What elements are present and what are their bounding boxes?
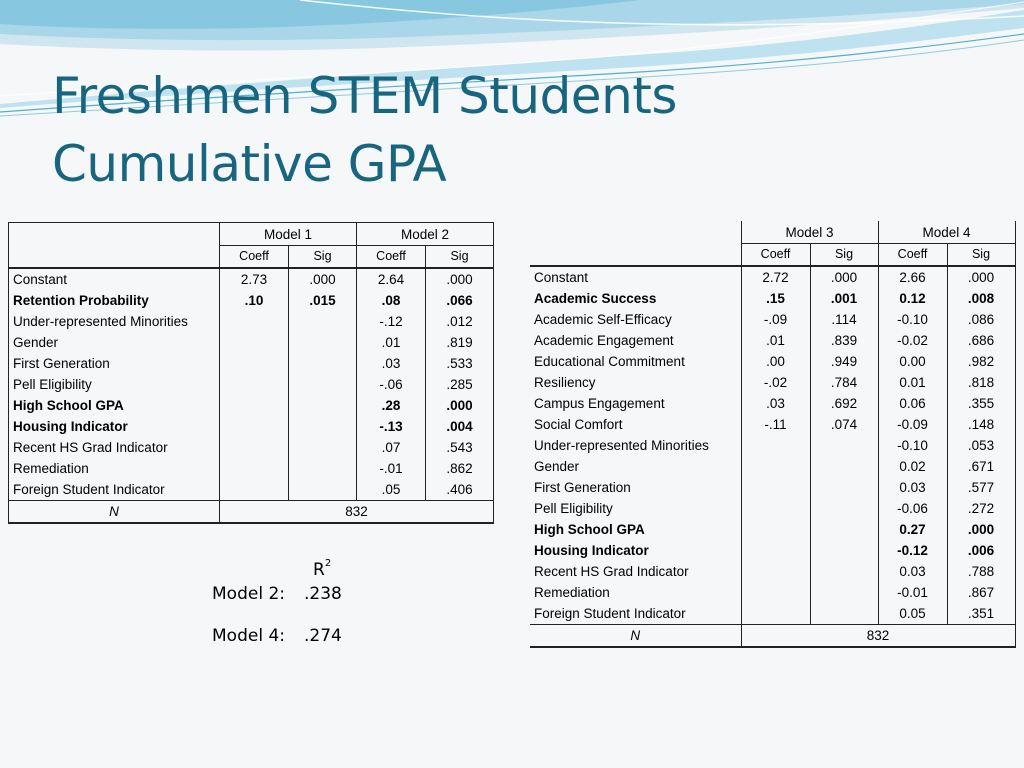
table-row bbox=[530, 309, 1015, 330]
m2-sig-cell: .285 bbox=[426, 374, 494, 395]
m1-sig-cell bbox=[289, 479, 357, 501]
m3-sig-cell: .114 bbox=[810, 309, 878, 330]
m2-coeff-cell: -.13 bbox=[357, 416, 426, 437]
m4-sig-cell: .272 bbox=[947, 498, 1015, 519]
m3-sig-cell bbox=[810, 456, 878, 477]
subheader-sig: Sig bbox=[289, 246, 357, 269]
table-row bbox=[9, 268, 494, 290]
m1-coeff-cell bbox=[220, 311, 289, 332]
m1-coeff-cell bbox=[220, 332, 289, 353]
n-label: N bbox=[9, 501, 220, 524]
row-label: Academic Self-Efficacy bbox=[534, 312, 672, 327]
m2-sig-cell: .819 bbox=[426, 332, 494, 353]
table-row bbox=[9, 374, 494, 395]
m3-sig-cell bbox=[810, 435, 878, 456]
row-label: Constant bbox=[9, 268, 220, 290]
table-row bbox=[9, 395, 494, 416]
row-label: Pell Eligibility bbox=[534, 501, 613, 516]
m3-sig-cell bbox=[810, 477, 878, 498]
regression-table-models-1-2 bbox=[8, 222, 494, 524]
m2-coeff-cell: -.01 bbox=[357, 458, 426, 479]
row-label: High School GPA bbox=[534, 522, 645, 537]
m3-sig-cell bbox=[810, 561, 878, 582]
row-label: First Generation bbox=[534, 480, 631, 495]
m4-coeff-cell: 0.05 bbox=[878, 603, 947, 625]
m1-sig-cell bbox=[289, 332, 357, 353]
m4-sig-cell: .818 bbox=[947, 372, 1015, 393]
table-row bbox=[530, 393, 1015, 414]
m2-coeff-cell: -.06 bbox=[357, 374, 426, 395]
subheader-coeff: Coeff bbox=[741, 244, 810, 267]
m1-coeff-cell bbox=[220, 374, 289, 395]
table-row bbox=[9, 458, 494, 479]
row-label: Campus Engagement bbox=[534, 396, 665, 411]
m4-sig-cell: .671 bbox=[947, 456, 1015, 477]
m3-sig-cell: .692 bbox=[810, 393, 878, 414]
table-row bbox=[530, 582, 1015, 603]
m4-coeff-cell: -0.12 bbox=[878, 540, 947, 561]
m1-sig-cell bbox=[289, 458, 357, 479]
table-row bbox=[9, 290, 494, 311]
m2-sig-cell: .406 bbox=[426, 479, 494, 501]
row-label: High School GPA bbox=[9, 395, 220, 416]
row-label: Foreign Student Indicator bbox=[534, 606, 686, 621]
row-label: Resiliency bbox=[534, 375, 596, 390]
m4-sig-cell: .686 bbox=[947, 330, 1015, 351]
m4-sig-cell: .982 bbox=[947, 351, 1015, 372]
subheader-coeff: Coeff bbox=[878, 244, 947, 267]
row-label: Foreign Student Indicator bbox=[9, 479, 220, 501]
m3-sig-cell bbox=[810, 519, 878, 540]
table-row bbox=[530, 603, 1015, 625]
m3-sig-cell bbox=[810, 540, 878, 561]
model-2-header: Model 2 bbox=[357, 223, 494, 246]
table-row bbox=[9, 353, 494, 374]
table-row bbox=[530, 351, 1015, 372]
r-squared-value-model-4: .274 bbox=[304, 626, 342, 646]
m4-coeff-cell: -0.09 bbox=[878, 414, 947, 435]
m1-sig-cell: .015 bbox=[289, 290, 357, 311]
m2-sig-cell: .543 bbox=[426, 437, 494, 458]
m3-coeff-cell: 2.72 bbox=[741, 266, 810, 288]
m3-coeff-cell bbox=[741, 561, 810, 582]
r-squared-label-model-4: Model 4: bbox=[212, 626, 285, 646]
m4-sig-cell: .000 bbox=[947, 519, 1015, 540]
m3-sig-cell bbox=[810, 603, 878, 625]
row-label: Under-represented Minorities bbox=[9, 311, 220, 332]
row-label: Retention Probability bbox=[9, 290, 220, 311]
table-row bbox=[9, 332, 494, 353]
n-value: 832 bbox=[741, 625, 1015, 648]
table-row bbox=[9, 311, 494, 332]
m4-coeff-cell: 0.02 bbox=[878, 456, 947, 477]
n-value: 832 bbox=[220, 501, 494, 524]
row-label: Gender bbox=[534, 459, 580, 474]
m4-coeff-cell: 0.03 bbox=[878, 561, 947, 582]
m3-coeff-cell bbox=[741, 540, 810, 561]
row-label: Remediation bbox=[9, 458, 220, 479]
m3-sig-cell: .784 bbox=[810, 372, 878, 393]
m2-coeff-cell: 2.64 bbox=[357, 268, 426, 290]
m1-sig-cell bbox=[289, 353, 357, 374]
table-row bbox=[530, 540, 1015, 561]
m1-coeff-cell bbox=[220, 458, 289, 479]
m4-coeff-cell: 0.27 bbox=[878, 519, 947, 540]
m1-coeff-cell bbox=[220, 395, 289, 416]
subheader-sig: Sig bbox=[947, 244, 1015, 267]
table-row bbox=[530, 414, 1015, 435]
m1-coeff-cell bbox=[220, 437, 289, 458]
subheader-sig: Sig bbox=[426, 246, 494, 269]
subheader-coeff: Coeff bbox=[220, 246, 289, 269]
m4-coeff-cell: 2.66 bbox=[878, 266, 947, 288]
m4-coeff-cell: 0.12 bbox=[878, 288, 947, 309]
row-label: Academic Engagement bbox=[534, 333, 674, 348]
m3-coeff-cell bbox=[741, 603, 810, 625]
row-label: Recent HS Grad Indicator bbox=[9, 437, 220, 458]
m3-sig-cell: .839 bbox=[810, 330, 878, 351]
m4-sig-cell: .006 bbox=[947, 540, 1015, 561]
m3-coeff-cell bbox=[741, 498, 810, 519]
m4-coeff-cell: -0.10 bbox=[878, 435, 947, 456]
m4-sig-cell: .053 bbox=[947, 435, 1015, 456]
table-row bbox=[530, 498, 1015, 519]
m1-coeff-cell bbox=[220, 353, 289, 374]
n-label: N bbox=[530, 625, 741, 648]
m3-coeff-cell bbox=[741, 582, 810, 603]
m4-sig-cell: .351 bbox=[947, 603, 1015, 625]
m3-coeff-cell: -.09 bbox=[741, 309, 810, 330]
m3-sig-cell bbox=[810, 582, 878, 603]
m4-sig-cell: .355 bbox=[947, 393, 1015, 414]
row-label: Remediation bbox=[534, 585, 610, 600]
subheader-coeff: Coeff bbox=[357, 246, 426, 269]
model-1-header: Model 1 bbox=[220, 223, 357, 246]
table-row bbox=[9, 479, 494, 501]
table-row bbox=[530, 456, 1015, 477]
table-row bbox=[9, 416, 494, 437]
m3-coeff-cell bbox=[741, 519, 810, 540]
slide-title-line-1: Freshmen STEM Students bbox=[52, 67, 677, 125]
m1-coeff-cell bbox=[220, 416, 289, 437]
m2-coeff-cell: .03 bbox=[357, 353, 426, 374]
m4-sig-cell: .000 bbox=[947, 266, 1015, 288]
m1-sig-cell bbox=[289, 395, 357, 416]
m4-sig-cell: .148 bbox=[947, 414, 1015, 435]
table-row bbox=[530, 435, 1015, 456]
m4-coeff-cell: 0.03 bbox=[878, 477, 947, 498]
row-label: Housing Indicator bbox=[9, 416, 220, 437]
m4-coeff-cell: 0.01 bbox=[878, 372, 947, 393]
m2-sig-cell: .066 bbox=[426, 290, 494, 311]
m3-coeff-cell: .01 bbox=[741, 330, 810, 351]
slide-title bbox=[52, 62, 677, 198]
m1-sig-cell bbox=[289, 374, 357, 395]
m1-coeff-cell: 2.73 bbox=[220, 268, 289, 290]
m4-coeff-cell: -0.02 bbox=[878, 330, 947, 351]
model-4-header: Model 4 bbox=[878, 221, 1015, 244]
m2-coeff-cell: -.12 bbox=[357, 311, 426, 332]
m2-sig-cell: .533 bbox=[426, 353, 494, 374]
row-label: Under-represented Minorities bbox=[534, 438, 709, 453]
m3-coeff-cell: -.11 bbox=[741, 414, 810, 435]
row-label: Pell Eligibility bbox=[9, 374, 220, 395]
row-label: Housing Indicator bbox=[534, 543, 649, 558]
m3-sig-cell bbox=[810, 498, 878, 519]
m3-coeff-cell bbox=[741, 435, 810, 456]
m2-sig-cell: .004 bbox=[426, 416, 494, 437]
row-label: First Generation bbox=[9, 353, 220, 374]
m2-coeff-cell: .07 bbox=[357, 437, 426, 458]
m1-coeff-cell: .10 bbox=[220, 290, 289, 311]
m1-sig-cell bbox=[289, 416, 357, 437]
m2-sig-cell: .012 bbox=[426, 311, 494, 332]
m4-sig-cell: .086 bbox=[947, 309, 1015, 330]
slide-title-line-2: Cumulative GPA bbox=[52, 135, 447, 193]
row-label: Gender bbox=[9, 332, 220, 353]
m2-coeff-cell: .08 bbox=[357, 290, 426, 311]
table-row bbox=[530, 266, 1015, 288]
m4-sig-cell: .867 bbox=[947, 582, 1015, 603]
m2-coeff-cell: .28 bbox=[357, 395, 426, 416]
row-label: Social Comfort bbox=[534, 417, 623, 432]
m4-coeff-cell: 0.06 bbox=[878, 393, 947, 414]
row-label: Educational Commitment bbox=[534, 354, 685, 369]
m1-sig-cell: .000 bbox=[289, 268, 357, 290]
m3-coeff-cell: .00 bbox=[741, 351, 810, 372]
row-label: Recent HS Grad Indicator bbox=[534, 564, 689, 579]
m3-coeff-cell: .03 bbox=[741, 393, 810, 414]
regression-table-models-3-4 bbox=[530, 221, 1016, 648]
m4-sig-cell: .788 bbox=[947, 561, 1015, 582]
r-squared-superscript: 2 bbox=[324, 558, 332, 570]
m1-sig-cell bbox=[289, 437, 357, 458]
m1-coeff-cell bbox=[220, 479, 289, 501]
m2-sig-cell: .000 bbox=[426, 395, 494, 416]
m2-coeff-cell: .05 bbox=[357, 479, 426, 501]
m4-sig-cell: .008 bbox=[947, 288, 1015, 309]
m3-sig-cell: .000 bbox=[810, 266, 878, 288]
r-squared-symbol: $R^2$ bbox=[313, 558, 332, 580]
m2-sig-cell: .862 bbox=[426, 458, 494, 479]
m3-coeff-cell bbox=[741, 477, 810, 498]
subheader-sig: Sig bbox=[810, 244, 878, 267]
m3-sig-cell: .949 bbox=[810, 351, 878, 372]
table-row bbox=[530, 561, 1015, 582]
table-row bbox=[530, 372, 1015, 393]
table-row bbox=[9, 437, 494, 458]
r-squared-label-model-2: Model 2: bbox=[212, 584, 285, 604]
m3-coeff-cell: -.02 bbox=[741, 372, 810, 393]
m4-coeff-cell: 0.00 bbox=[878, 351, 947, 372]
row-label: Constant bbox=[534, 270, 589, 285]
m3-coeff-cell: .15 bbox=[741, 288, 810, 309]
m4-sig-cell: .577 bbox=[947, 477, 1015, 498]
model-3-header: Model 3 bbox=[741, 221, 878, 244]
table-row bbox=[530, 288, 1015, 309]
m3-sig-cell: .074 bbox=[810, 414, 878, 435]
table-row bbox=[530, 330, 1015, 351]
m4-coeff-cell: -0.06 bbox=[878, 498, 947, 519]
table-row bbox=[530, 519, 1015, 540]
table-row bbox=[530, 477, 1015, 498]
m4-coeff-cell: -0.10 bbox=[878, 309, 947, 330]
r-squared-value-model-2: .238 bbox=[304, 584, 342, 604]
row-label: Academic Success bbox=[534, 291, 657, 306]
m4-coeff-cell: -0.01 bbox=[878, 582, 947, 603]
m3-coeff-cell bbox=[741, 456, 810, 477]
m2-sig-cell: .000 bbox=[426, 268, 494, 290]
m3-sig-cell: .001 bbox=[810, 288, 878, 309]
m1-sig-cell bbox=[289, 311, 357, 332]
m2-coeff-cell: .01 bbox=[357, 332, 426, 353]
